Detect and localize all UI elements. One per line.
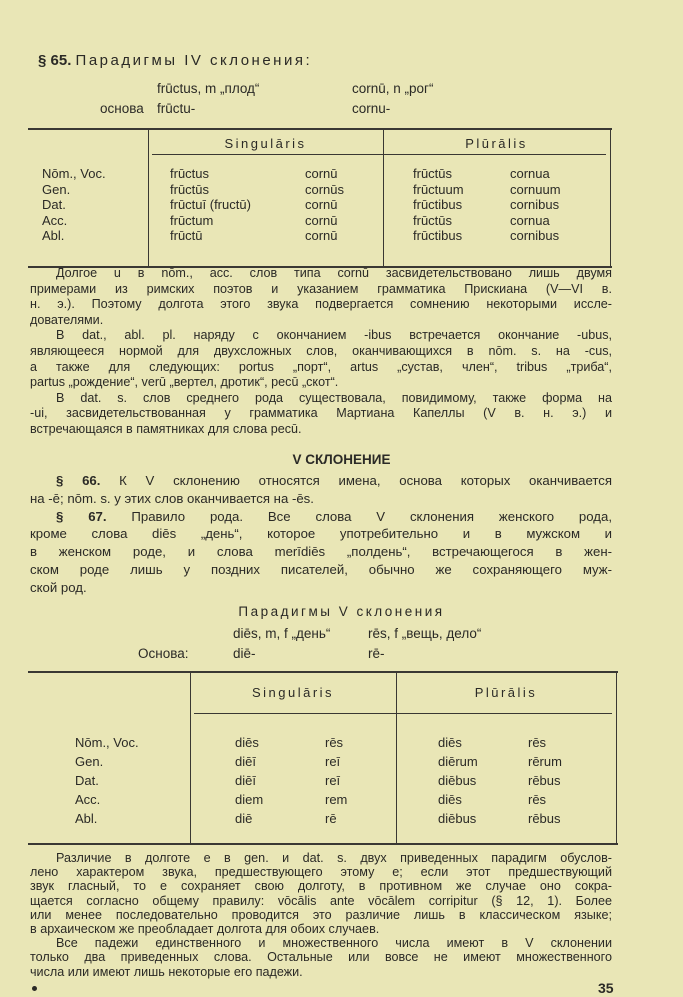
text-line: В dat., abl. pl. наряду с окончанием -ibus встречается окончание -ubus,	[56, 328, 612, 343]
singular-form: diēs	[235, 735, 259, 750]
plural-form: diērum	[438, 754, 478, 769]
plural-form: diēbus	[438, 811, 477, 826]
plural-form: frūctūs	[413, 166, 453, 181]
text-line: Все падежи единственного и множественного числа имеют в V склонении	[56, 936, 612, 951]
sections-66-67	[30, 472, 612, 597]
text-line: лено характером звука, предшествующего этому e; если этот предшествующий	[30, 865, 612, 880]
singular-form: cornū	[305, 212, 338, 228]
singular-form: cornū	[305, 197, 338, 212]
singular-form: cornū	[305, 228, 338, 243]
singular-form: reī	[325, 754, 341, 769]
stem-1: frūctu-	[157, 101, 196, 116]
singular-form: diē	[235, 811, 253, 826]
singular-form: frūctuī (fructū)	[170, 197, 251, 212]
plural-form: cornuum	[510, 181, 561, 197]
singular-form: frūctūs	[170, 181, 210, 197]
singular-form: cornūs	[305, 181, 345, 197]
section-number: § 65.	[38, 52, 72, 69]
singular-form: frūctus	[170, 166, 210, 181]
text-line: встречающаяся в памятниках для слова pecū.	[30, 421, 302, 436]
singular-form: frūctum	[170, 212, 214, 228]
stem-1: diē-	[233, 646, 256, 661]
header-rule	[194, 713, 612, 714]
singular-form: diēī	[235, 754, 256, 769]
text-line: числа или имеют лишь некоторые его падежи.	[30, 964, 303, 979]
notes-v	[30, 851, 612, 979]
singular-form: diem	[235, 792, 264, 807]
text-line: на -ē; nōm. s. у этих слов оканчивается на -ēs.	[30, 490, 314, 506]
section-title-text: Парадигмы IV склонения:	[75, 52, 313, 69]
notes-iv	[30, 266, 612, 438]
text-line: н. э.). Поэтому долгота этого звука подвергается сомнению некоторыми иссле-	[30, 297, 612, 312]
plural-form: frūctibus	[413, 228, 463, 243]
header-singular: Singulāris	[251, 685, 335, 700]
singular-form: rē	[325, 811, 337, 826]
section-heading: V СКЛОНЕНИЕ	[292, 452, 391, 467]
section-number: § 67.	[56, 508, 107, 524]
plural-form: frūctūs	[413, 212, 453, 228]
stem-2: cornu-	[352, 101, 391, 116]
header-plural: Plūrālis	[474, 685, 538, 700]
text-line: или менее последовательно проводится это различие лишь в классическом языке;	[30, 907, 612, 922]
stem-label: Основа:	[138, 646, 189, 661]
declension-table-iv	[28, 128, 612, 268]
paradigm-word-2: rēs, f „вещь, дело“	[368, 626, 482, 641]
plural-form: rēbus	[528, 811, 561, 826]
plural-form: rērum	[528, 754, 562, 769]
case-label: Gen.	[75, 754, 104, 769]
text-line: кроме слова diēs „день“, которое употребительно и в мужском и	[30, 526, 612, 542]
header-rule	[152, 154, 606, 155]
plural-form: cornibus	[510, 197, 560, 212]
singular-form: reī	[325, 773, 341, 788]
text-line: ском роде лишь у поздних писателей, обычно же сохраняющего муж-	[30, 561, 612, 577]
header-singular: Singulāris	[224, 136, 307, 151]
plural-form: cornibus	[510, 228, 560, 243]
case-label: Nōm., Voc.	[75, 735, 139, 750]
singular-form: rēs	[325, 735, 344, 750]
text-line: ской род.	[30, 579, 87, 595]
plural-form: diēs	[438, 735, 462, 750]
plural-form: diēbus	[438, 773, 477, 788]
table-edge	[610, 130, 611, 266]
plural-form: rēs	[528, 735, 547, 750]
plural-form: frūctibus	[413, 197, 463, 212]
plural-form: rēbus	[528, 773, 561, 788]
case-label: Dat.	[42, 197, 66, 212]
page-number: 35	[598, 980, 614, 996]
text-line: в архаическом же преобладает долгота для обоих случаев.	[30, 922, 380, 937]
paradigm-word-2: cornū, n „рог“	[352, 81, 434, 96]
plural-form: cornua	[510, 212, 550, 228]
text-line: § 67. Правило рода. Все слова V склонения женского рода,	[56, 508, 612, 524]
text-line: Различие в долготе e в gen. и dat. s. двух приведенных парадигм обуслов-	[56, 851, 612, 865]
text-line: примерами из римских поэтов и указанием грамматика Прискиана (V—VI в.	[30, 281, 612, 296]
case-label: Abl.	[42, 228, 65, 243]
text-line: дователями.	[30, 312, 104, 327]
declension-table-v	[28, 671, 618, 845]
text-line: а также для следующих: portus „порт“, artus „сустав, член“, tribus „триба“,	[30, 359, 612, 374]
plural-form: frūctuum	[413, 181, 464, 197]
text-line: -ui, засвидетельствованная у грамматика Мартиана Капеллы (V в. н. э.) и	[30, 406, 612, 421]
text-line: Долгое u в nōm., acc. слов типа cornū засвидетельствовано лишь двумя	[56, 266, 612, 280]
case-label: Acc.	[75, 792, 101, 807]
text-line: partus „рождение“, verū „вертел, дротик“, pecū „скот“.	[30, 375, 339, 390]
singular-form: diēī	[235, 773, 256, 788]
stem-2: rē-	[368, 646, 385, 661]
case-label: Gen.	[42, 181, 71, 197]
paradigm-word-1: diēs, m, f „день“	[233, 626, 331, 641]
text-line: звук гласный, то e сохраняет свою долготу, в противном же случае оно сокра-	[30, 879, 612, 894]
text-line: § 66. К V склонению относятся имена, основа которых оканчивается	[56, 473, 612, 488]
section-65-title	[38, 52, 312, 69]
header-plural: Plūrālis	[465, 136, 528, 151]
section-number: § 66.	[56, 473, 101, 488]
plural-form: cornua	[510, 166, 550, 181]
case-label: Abl.	[75, 811, 98, 826]
table-edge	[616, 673, 617, 843]
singular-form: cornū	[305, 166, 338, 181]
text-line: В dat. s. слов среднего рода существовала, повидимому, также форма на	[56, 390, 612, 405]
text-line: щается согласно общему правилу: vōcālis ante vōcālem corripitur (§ 12, 1). Более	[30, 893, 612, 908]
case-label: Acc.	[42, 212, 68, 228]
paradigm-v-title: Парадигмы V склонения	[238, 604, 445, 619]
plural-form: rēs	[528, 792, 547, 807]
stem-label: основа	[100, 101, 144, 116]
text-line: в женском роде, и слова merīdiēs „полдень“, встречающегося в жен-	[30, 544, 612, 560]
singular-form: rem	[325, 792, 348, 807]
text-line: только два приведенных слова. Остальные или вовсе не имеют множественного	[30, 950, 612, 965]
plural-form: diēs	[438, 792, 462, 807]
case-label: Nōm., Voc.	[42, 166, 106, 181]
paradigm-word-1: frūctus, m „плод“	[157, 81, 260, 96]
case-label: Dat.	[75, 773, 99, 788]
singular-form: frūctū	[170, 228, 203, 243]
text-line: являющееся нормой для двухсложных слов, оканчивающихся в nōm. s. на -cus,	[30, 343, 612, 358]
bullet-mark	[32, 986, 37, 991]
